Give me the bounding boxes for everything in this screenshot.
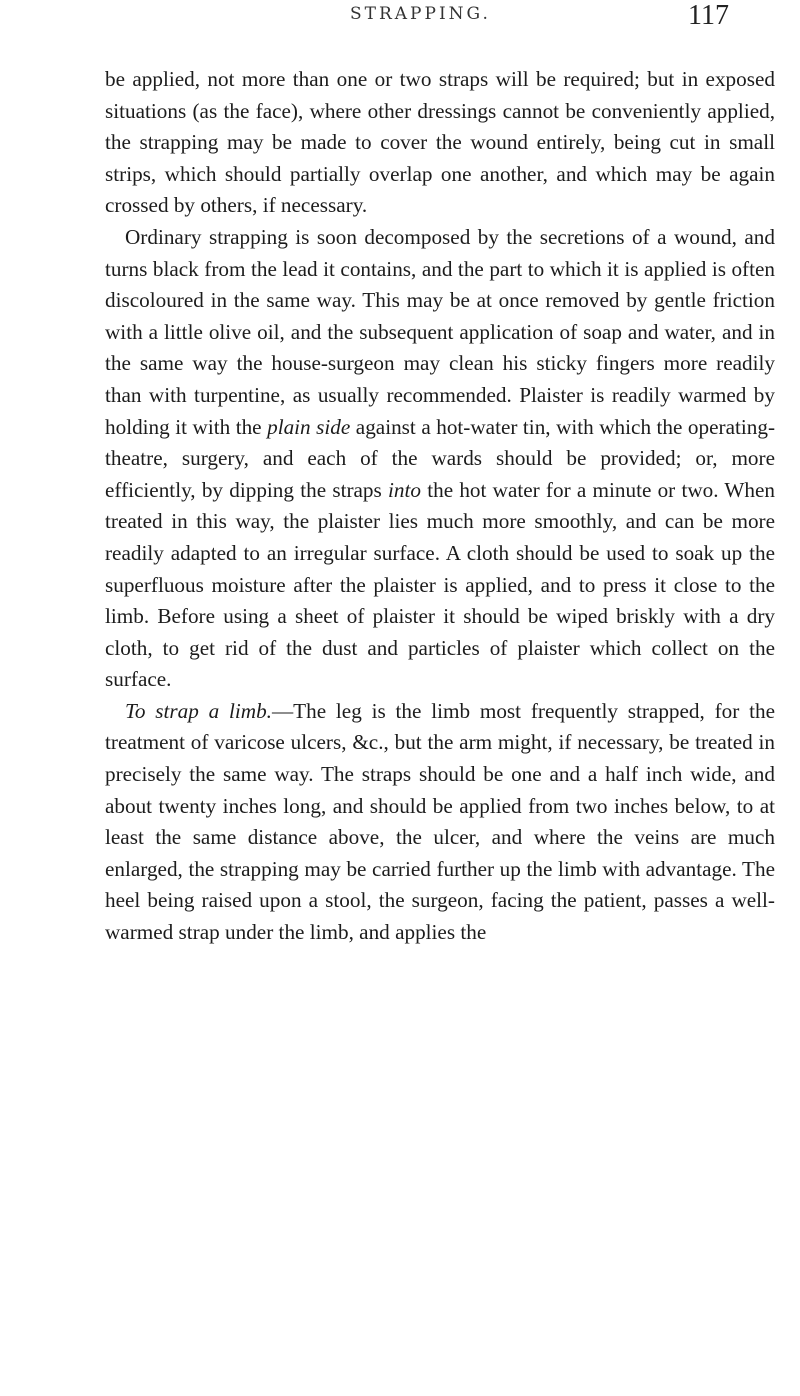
paragraph-text: the hot water for a minute or two. When treated in this way, the plaister lies much more smoothly, and can be more readily adapted to an irregular surface. A cloth should be used to soak up the superfluous moisture after the plaister is applied, and to press it close to the limb. Before using a sheet of plaister it should be wiped briskly with a dry cloth, to get rid of the dust and particles of plaister which collect on the surface. bbox=[105, 477, 775, 692]
emphasis-text: plain side bbox=[267, 414, 351, 439]
paragraph bbox=[105, 222, 775, 696]
running-title: STRAPPING. bbox=[350, 4, 491, 24]
paragraph bbox=[105, 696, 775, 949]
paragraph-text: be applied, not more than one or two straps will be required; but in exposed situations (as the face), where other dressings cannot be conveniently applied, the strapping may be made to cover the wound entirely, being cut in small strips, which should partially overlap one another, and which may be again crossed by others, if necessary. bbox=[105, 67, 775, 218]
emphasis-text: into bbox=[388, 477, 421, 502]
paragraph-text: —The leg is the limb most frequently strapped, for the treatment of varicose ulcers, &c., but the arm might, if necessary, be treated in precisely the same way. The straps should be one and a half inch wide, and about twenty inches long, and should be applied from two inches below, to at least the same distance above, the ulcer, and where the veins are much enlarged, the strapping may be carried further up the limb with advantage. The heel being raised upon a stool, the surgeon, facing the patient, passes a well-warmed strap under the limb, and applies the bbox=[105, 698, 775, 945]
paragraph-text: Ordinary strapping is soon decomposed by the secretions of a wound, and turns black from the lead it contains, and the part to which it is applied is often discoloured in the same way. This may be at once removed by gentle friction with a little olive oil, and the subsequent application of soap and water, and in the same way the house-surgeon may clean his sticky fingers more readily than with turpentine, as usually recommended. Plaister is readily warmed by holding it with the bbox=[105, 224, 775, 439]
paragraph bbox=[105, 64, 775, 222]
page-number: 117 bbox=[688, 0, 729, 31]
section-heading: To strap a limb. bbox=[125, 698, 272, 723]
paragraph-text: against a hot-water tin, with which the operating-theatre, surgery, and each of the wards should be provided; or, more efficiently, by dipping the straps bbox=[105, 414, 775, 502]
body-text bbox=[105, 64, 775, 949]
